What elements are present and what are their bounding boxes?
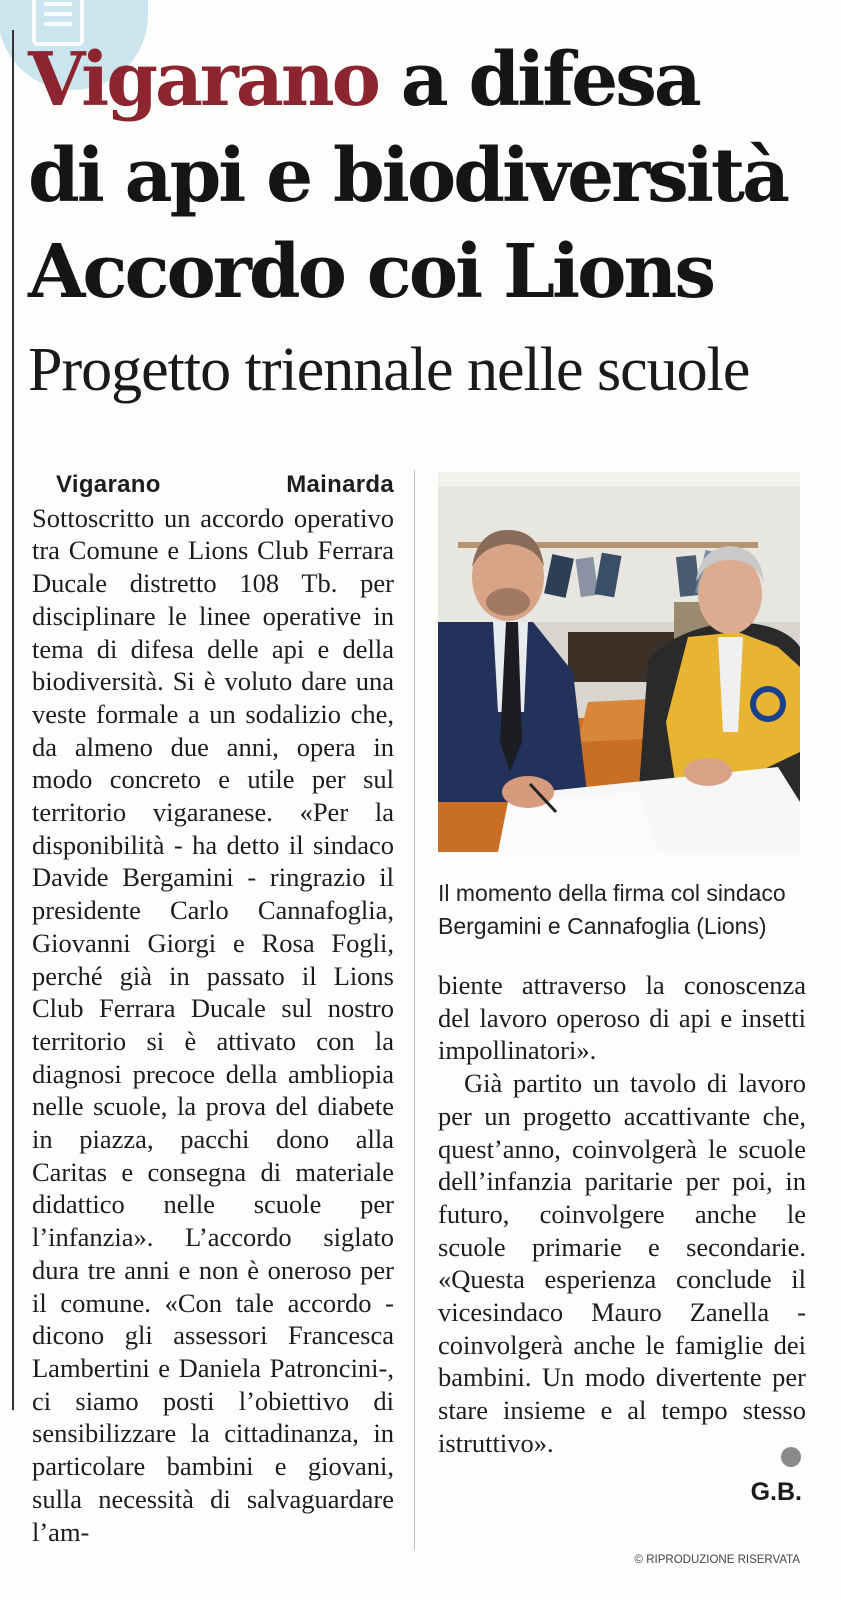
photo-signing-ceremony-icon <box>438 472 800 852</box>
left-margin-rule <box>12 30 14 1410</box>
author-signature: G.B. <box>750 1478 802 1506</box>
headline-place: Vigarano <box>28 37 379 123</box>
column-divider <box>414 470 415 1550</box>
photo-caption: Il momento della firma col sindaco Bergamini e Cannafoglia (Lions) <box>438 880 786 939</box>
headline <box>28 32 818 320</box>
headline-line2: di api e biodiversità <box>28 133 788 219</box>
copyright-notice: © RIPRODUZIONE RISERVATA <box>634 1554 800 1566</box>
headline-line1-rest: a difesa <box>378 37 699 123</box>
body-text-col1: Sottoscritto un accordo operativo tra Comune e Lions Club Ferrara Ducale distretto 108 Tb. per disciplinare le linee operative in tema di difesa delle api e della biodiversità. Si è voluto dare una veste formale a un sodalizio che, da almeno due anni, opera in modo concreto e utile per sul territorio vigaranese. «Per la disponibilità - ha detto il sindaco Davide Bergamini - ringrazio il presidente Carlo Cannafoglia, Giovanni Giorgi e Rosa Fogli, perché già in passato il Lions Club Ferrara Ducale sul nostro territorio si è attivato con la diagnosi precoce della ambliopia nelle scuole, la prova del diabete in piazza, pacchi dono alla Caritas e consegna di materiale didattico nelle scuole per l’infanzia». L’accordo siglato dura tre anni e non è oneroso per il comune. «Con tale accordo - dicono gli assessori Francesca Lambertini e Daniela Patroncini-, ci siamo posti l’obiettivo di sensibilizzare la cittadinanza, in particolare bambini e giovani, sulla necessità di salvaguardare l’am- <box>32 502 394 1547</box>
body-text-col2-para2: Già partito un tavolo di lavoro per un progetto accattivante che, quest’anno, coinvolgerà le scuole dell’infanzia paritarie per poi, in futuro, coinvolgere anche le scuole primarie e secondarie. «Questa esperienza conclude il vicesindaco Mauro Zanella - coinvolgerà anche le famiglie dei bambini. Un modo divertente per stare insieme e al tempo stesso istruttivo». <box>438 1068 806 1458</box>
headline-line3: Accordo coi Lions <box>28 229 713 315</box>
end-of-article-dot <box>781 1447 801 1467</box>
body-text-col2-para1: biente attraverso la conoscenza del lavoro operoso di api e insetti impollinatori». <box>438 970 806 1066</box>
article-column-2 <box>438 969 806 1460</box>
subheadline: Progetto triennale nelle scuole <box>28 336 750 404</box>
article-column-1 <box>32 467 394 1548</box>
article-photo <box>438 472 800 852</box>
dateline-place: Vigarano Mainarda <box>56 471 394 498</box>
